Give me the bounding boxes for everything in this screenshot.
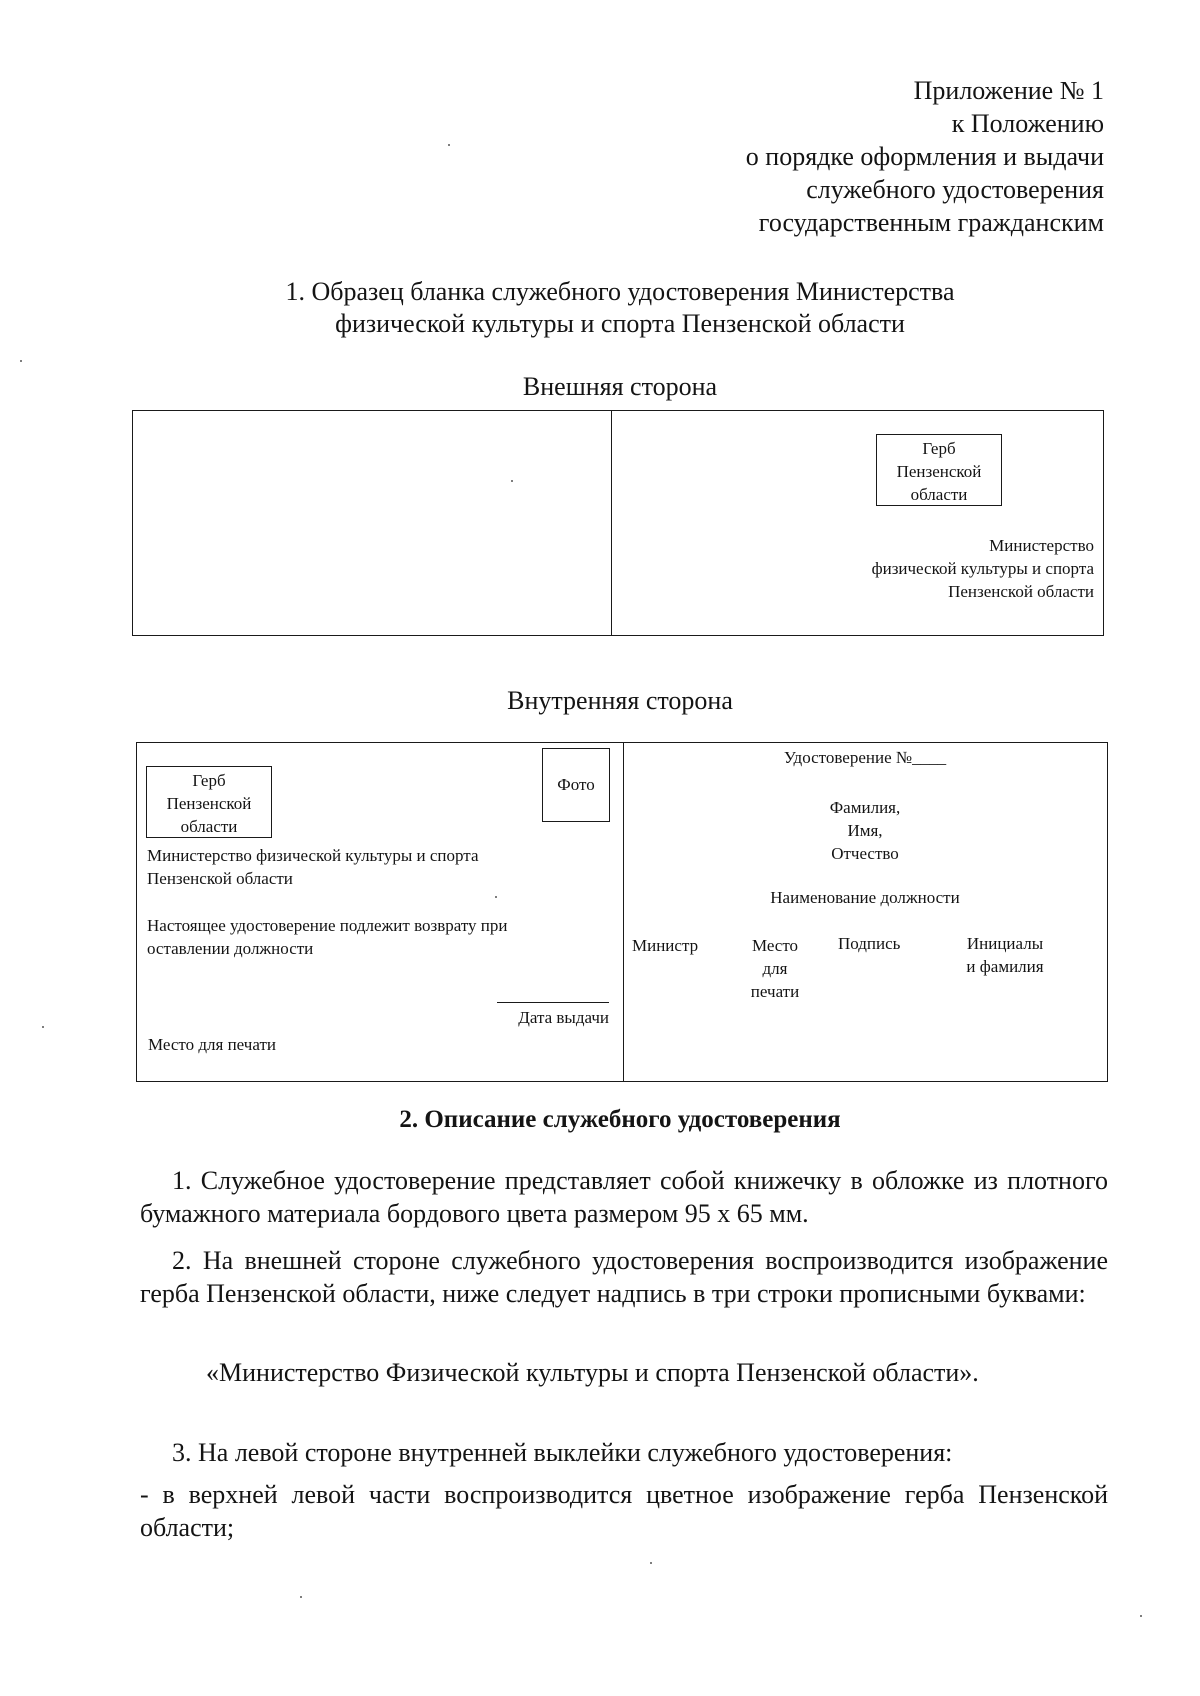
photo-label: Фото [557, 775, 595, 794]
inner-fold-line [623, 742, 624, 1082]
surname-label: Фамилия, [829, 798, 901, 817]
emblem-text: Пензенской [166, 794, 252, 813]
section1-title-line: физической культуры и спорта Пензенской области [335, 309, 905, 338]
name-label: Имя, [847, 821, 883, 840]
paragraph-2: 2. На внешней стороне служебного удостоверения воспроизводится изображение герба Пензенской области, ниже следует надпись в три строки прописными буквами: [140, 1246, 1108, 1308]
section1-title [140, 276, 1100, 340]
signature-label: Подпись [838, 934, 901, 953]
initials-block [950, 932, 1060, 978]
header-line: государственным гражданским [758, 208, 1104, 237]
outer-fold-line [611, 410, 612, 636]
outer-ministry-name [760, 534, 1094, 603]
outer-side-caption: Внешняя сторона [522, 372, 718, 401]
ministry-line: Пензенской области [147, 869, 293, 888]
scan-speck [495, 896, 497, 898]
position-label: Наименование должности [770, 888, 960, 907]
emblem-text: области [180, 817, 238, 836]
appendix-header [584, 74, 1104, 239]
initials-line: и фамилия [966, 957, 1044, 976]
inner-side-form [136, 742, 1108, 1082]
ministry-line: физической культуры и спорта [871, 559, 1094, 578]
inner-emblem-placeholder [146, 766, 272, 838]
stamp-place-label: Место для печати [148, 1035, 276, 1054]
stamp-line: Место [751, 936, 799, 955]
scan-speck [42, 1026, 44, 1028]
scan-speck [1140, 1615, 1142, 1617]
photo-placeholder [542, 748, 610, 822]
ministry-quote: «Министерство Физической культуры и спорта Пензенской области». [206, 1358, 979, 1387]
header-line: служебного удостоверения [806, 175, 1104, 204]
emblem-text: Пензенской [896, 462, 982, 481]
return-notice [147, 914, 607, 960]
ministry-line: Министерство физической культуры и спорта [147, 846, 479, 865]
holder-name-block [740, 796, 990, 865]
inner-side-caption: Внутренняя сторона [507, 686, 733, 715]
issue-date-blank [497, 1002, 609, 1003]
header-line: о порядке оформления и выдачи [745, 142, 1104, 171]
stamp-block [735, 934, 815, 1003]
ministry-line: Министерство [989, 536, 1094, 555]
inner-ministry-name [147, 844, 607, 890]
patronymic-label: Отчество [831, 844, 899, 863]
emblem-text: Герб [192, 771, 226, 790]
scan-speck [300, 1596, 302, 1598]
issue-date-label: Дата выдачи [518, 1008, 609, 1027]
initials-line: Инициалы [966, 934, 1044, 953]
scan-speck [448, 144, 450, 146]
stamp-line: печати [750, 982, 800, 1001]
paragraph-3: 3. На левой стороне внутренней выклейки служебного удостоверения: [172, 1438, 953, 1467]
scan-speck [20, 360, 22, 362]
scan-speck [511, 480, 513, 482]
emblem-text: Герб [922, 439, 956, 458]
section2-heading: 2. Описание служебного удостоверения [399, 1106, 841, 1133]
minister-label: Министр [632, 936, 699, 955]
ministry-line: Пензенской области [948, 582, 1094, 601]
return-notice-line: оставлении должности [147, 939, 314, 958]
header-line: к Положению [951, 109, 1104, 138]
scan-speck [650, 1562, 652, 1564]
header-line: Приложение № 1 [913, 76, 1104, 105]
return-notice-line: Настоящее удостоверение подлежит возврату при [147, 916, 508, 935]
section1-title-line: 1. Образец бланка служебного удостоверения Министерства [285, 277, 955, 306]
paragraph-4: - в верхней левой части воспроизводится цветное изображение герба Пензенской области; [140, 1480, 1108, 1542]
stamp-line: для [762, 959, 788, 978]
outer-emblem-placeholder [876, 434, 1002, 506]
certificate-number: Удостоверение №____ [783, 748, 947, 767]
emblem-text: области [910, 485, 968, 504]
paragraph-1: 1. Служебное удостоверение представляет собой книжечку в обложке из плотного бумажного материала бордового цвета размером 95 х 65 мм. [140, 1166, 1108, 1228]
